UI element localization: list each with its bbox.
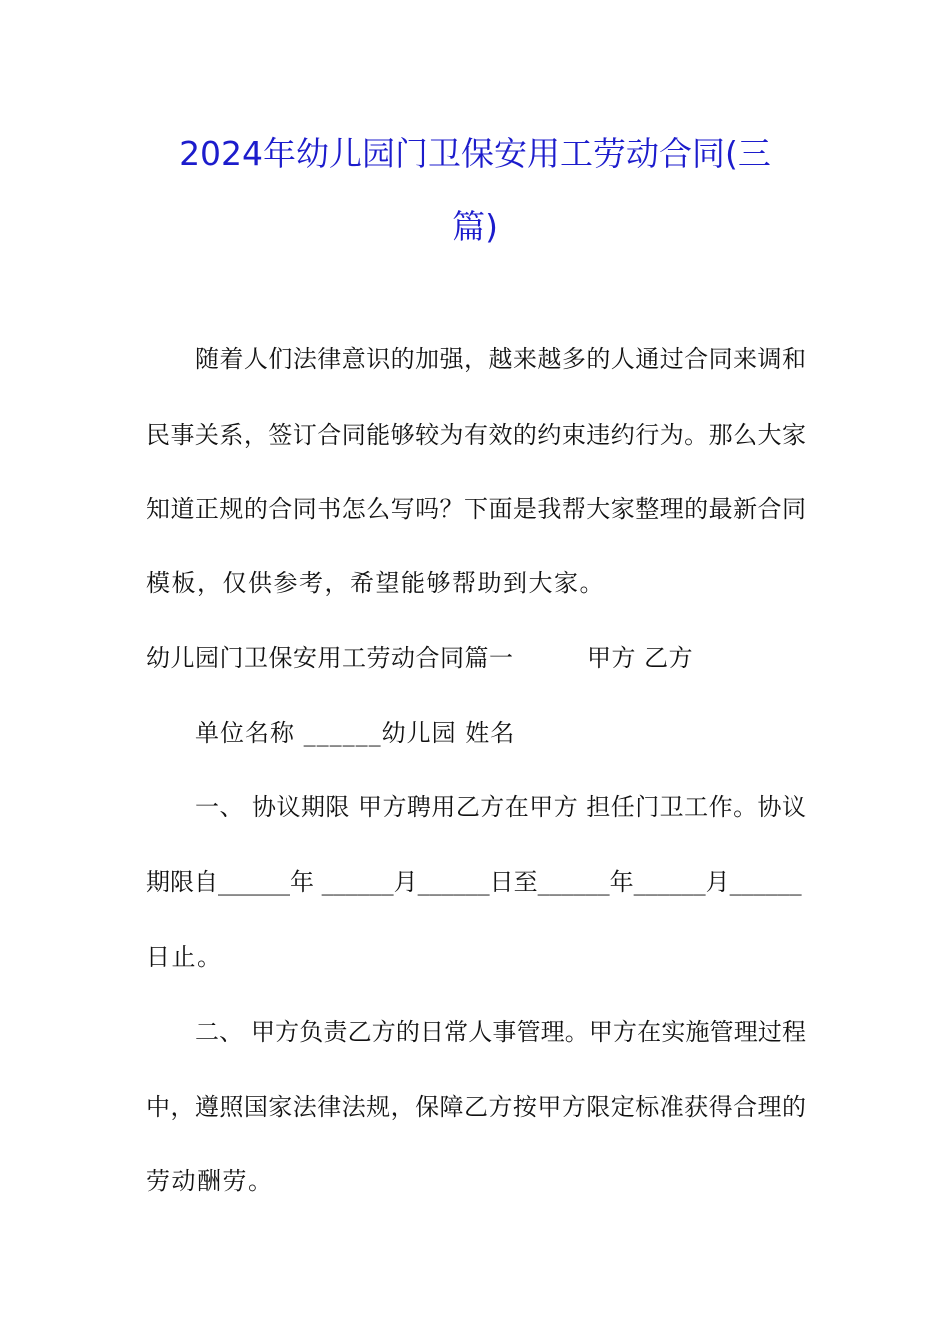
document-title-line2: 篇) <box>452 207 498 246</box>
clause-1-line1: 一、 协议期限 甲方聘用乙方在甲方 担任门卫工作。协议 <box>195 793 806 821</box>
clause-2-line2: 中，遵照国家法律法规，保障乙方按甲方限定标准获得合理的 <box>146 1093 806 1121</box>
paragraph-intro-line1: 随着人们法律意识的加强，越来越多的人通过合同来调和 <box>195 345 806 373</box>
paragraph-intro-line4: 模板，仅供参考，希望能够帮助到大家。 <box>146 569 605 597</box>
party-info-line: 单位名称 ______幼儿园 姓名 <box>195 719 516 747</box>
clause-1-line2: 期限自______年 ______月______日至______年______月______ <box>146 868 802 896</box>
document-title-line1: 2024年幼儿园门卫保安用工劳动合同(三 <box>179 134 771 173</box>
contract-heading-1: 幼儿园门卫保安用工劳动合同篇一 甲方 乙方 <box>146 644 694 672</box>
paragraph-intro-line2: 民事关系，签订合同能够较为有效的约束违约行为。那么大家 <box>146 421 806 449</box>
clause-2-line3: 劳动酬劳。 <box>146 1167 274 1195</box>
clause-1-line3: 日止。 <box>146 943 223 971</box>
clause-2-line1: 二、 甲方负责乙方的日常人事管理。甲方在实施管理过程 <box>195 1018 806 1046</box>
paragraph-intro-line3: 知道正规的合同书怎么写吗？下面是我帮大家整理的最新合同 <box>146 495 806 523</box>
